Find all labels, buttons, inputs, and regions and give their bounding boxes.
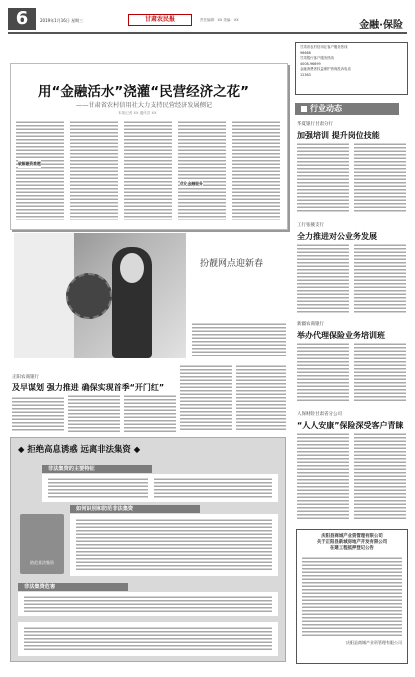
anti-fraud-band-3: 非法集资危害: [18, 583, 128, 591]
story2-headline: 及早谋划 强力推进 确保实现首季“开门红”: [12, 383, 165, 392]
story2-source: 正阳农商银行: [12, 375, 39, 380]
advert-footer-org: 庆阳县商城产业资管理有限公司: [346, 640, 402, 645]
newspaper-logo: 甘肃农民报: [128, 14, 192, 26]
photo-teller-papercut: [14, 233, 186, 358]
main-headline: 用“金融活水”浇灌“民营经济之花”: [38, 84, 249, 100]
main-text-col-1: [16, 120, 64, 220]
square-icon: [301, 106, 307, 112]
header-rule: [8, 32, 407, 34]
news-1-title: 加强培训 提升岗位技能: [297, 131, 380, 140]
main-subheadline: ——甘肃省农村信用社大力支持民营经济发展侧记: [76, 102, 213, 109]
photo-cutline: [192, 322, 286, 356]
advert-org: 庆阳县商城产业资管理有限公司: [321, 534, 383, 539]
advert-title-1: 关于正阳县新城房地产开发有限公司: [316, 540, 388, 545]
photo-face: [120, 253, 144, 283]
main-text-col-4: [178, 120, 226, 220]
news-4-source: 人保财险甘肃省分公司: [297, 412, 342, 417]
news-2-source: 工行张掖支行: [297, 223, 324, 228]
news-3-source: 新疆农商银行: [297, 322, 324, 327]
diamond-icon: ◆: [18, 444, 25, 454]
news-3-title: 举办代理保险业务培训班: [297, 331, 385, 340]
news-3-text: [297, 342, 349, 402]
page-number: 6: [8, 8, 36, 30]
anti-fraud-band-1: 非法集资的主要特征: [42, 465, 152, 473]
story2-col-3: [124, 394, 176, 432]
anti-fraud-band-2: 如何识别和防范非法集资: [70, 505, 200, 513]
issue-date: 2019年1月16日 星期三: [40, 18, 84, 23]
advert-body: [302, 556, 402, 636]
anti-fraud-panel-1-text-a: [48, 477, 148, 499]
legal-notice-advert: [296, 529, 408, 664]
main-text-col-3: [124, 120, 172, 220]
story2-col-4: [180, 364, 232, 432]
industry-news-heading: 行业动态: [295, 103, 399, 115]
anti-fraud-panel-1-text-b: [154, 477, 272, 499]
anti-fraud-title: ◆ 拒绝高息诱惑 远离非法集资 ◆: [18, 444, 141, 454]
news-3-text-b: [354, 342, 406, 402]
news-2-text: [297, 243, 349, 313]
anti-fraud-panel-2-text: [76, 518, 272, 572]
photo-caption: 扮靓网点迎新春: [200, 259, 264, 269]
main-text-col-5: [232, 120, 280, 220]
anti-fraud-stamp-label: 防范非法集资: [30, 560, 54, 565]
main-subhead-2: 优化金融服务: [180, 181, 203, 186]
anti-fraud-panel-4-text: [24, 626, 272, 652]
hotline-box: 甘肃省农村信用社客户服务热线 96668 甘肃银行客户服务热线 4008-96699 金融消费者权益保护咨询投诉电话 12363: [295, 42, 408, 95]
editor-line: 责任编辑：XX 美编：XX: [200, 18, 239, 22]
photo-window-frame: [14, 233, 74, 358]
diamond-icon: ◆: [133, 444, 141, 454]
story2-col-2: [68, 394, 120, 432]
news-4-text-b: [354, 432, 406, 520]
main-subhead-1: 破解融资难题: [18, 161, 41, 166]
advert-title-2: 在建工程抵押登记公告: [330, 546, 374, 551]
story2-col-1: [12, 396, 64, 432]
papercut-decoration: [66, 273, 112, 319]
news-4-text: [297, 432, 349, 520]
news-2-title: 全力推进对公业务发展: [297, 232, 377, 241]
news-1-source: 华夏银行甘肃分行: [297, 122, 333, 127]
news-4-title: “人人安康”保险深受客户青睐: [297, 421, 404, 430]
main-byline: 本报记者 XX 通讯员 XX: [118, 111, 157, 115]
news-2-text-b: [354, 243, 406, 313]
anti-fraud-panel-3-text: [24, 595, 272, 613]
section-title: 金融·保险: [359, 20, 403, 31]
story2-col-5: [236, 364, 286, 432]
main-text-col-2: [70, 120, 118, 220]
news-1-text-b: [354, 142, 406, 212]
news-1-text: [297, 142, 349, 212]
